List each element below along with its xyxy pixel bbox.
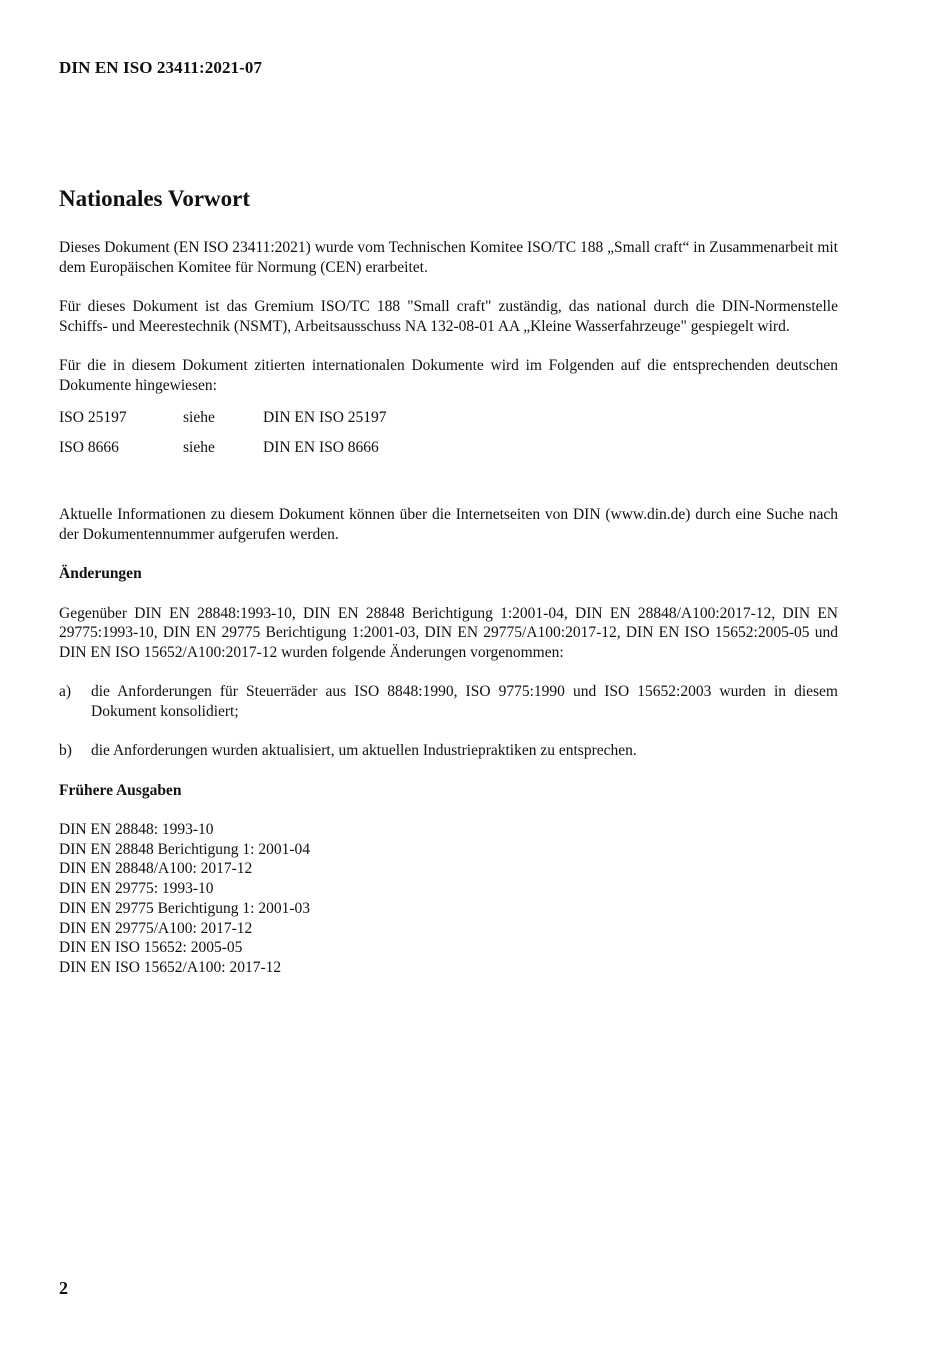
paragraph-references-intro: Für die in diesem Dokument zitierten internationalen Dokumente wird im Folgenden auf die entsprechenden deutschen Dokumente hingewiesen: xyxy=(59,357,838,394)
reference-din: DIN EN ISO 8666 xyxy=(263,438,379,456)
paragraph-info: Aktuelle Informationen zu diesem Dokument können über die Internetseiten von DIN (www.din.de) durch eine Suche nach der Dokumentennummer aufgerufen werden. xyxy=(59,506,838,544)
list-item-text: die Anforderungen für Steuerräder aus ISO 8848:1990, ISO 9775:1990 und ISO 15652:2003 wurden in diesem Dokument konsolidiert; xyxy=(91,683,838,721)
reference-table xyxy=(59,408,838,467)
reference-din: DIN EN ISO 25197 xyxy=(263,409,387,427)
list-item-label: b) xyxy=(59,742,72,760)
paragraph-committee: Für dieses Dokument ist das Gremium ISO/TC 188 "Small craft" zuständig, das national durch die DIN-Normenstelle Schiffs- und Meerestechnik (NSMT), Arbeitsausschuss NA 132-08-01 AA „Kleine Wasserfahrzeuge" gespiegelt wird. xyxy=(59,298,838,335)
list-item xyxy=(59,741,838,761)
reference-iso: ISO 25197 xyxy=(59,409,127,427)
edition-item: DIN EN 29775: 1993-10 xyxy=(59,880,214,898)
reference-row xyxy=(59,438,838,468)
earlier-editions-list xyxy=(59,820,838,978)
document-body xyxy=(59,238,838,978)
changes-heading: Änderungen xyxy=(59,565,142,583)
edition-item: DIN EN 28848 Berichtigung 1: 2001-04 xyxy=(59,840,310,858)
edition-item: DIN EN ISO 15652: 2005-05 xyxy=(59,939,243,957)
reference-row xyxy=(59,408,838,438)
earlier-editions-heading: Frühere Ausgaben xyxy=(59,781,182,799)
list-item-text: die Anforderungen wurden aktualisiert, um aktuellen Industriepraktiken zu entsprechen. xyxy=(91,742,637,760)
reference-iso: ISO 8666 xyxy=(59,438,119,456)
edition-item: DIN EN ISO 15652/A100: 2017-12 xyxy=(59,958,282,976)
edition-item: DIN EN 28848/A100: 2017-12 xyxy=(59,860,253,878)
paragraph-intro: Dieses Dokument (EN ISO 23411:2021) wurde vom Technischen Komitee ISO/TC 188 „Small craft“ in Zusammenarbeit mit dem Europäischen Komitee für Normung (CEN) erarbeitet. xyxy=(59,239,838,276)
list-item-label: a) xyxy=(59,683,72,701)
page-number: 2 xyxy=(59,1278,68,1298)
reference-word: siehe xyxy=(183,409,215,427)
changes-intro: Gegenüber DIN EN 28848:1993-10, DIN EN 28848 Berichtigung 1:2001-04, DIN EN 28848/A100:2017-12, DIN EN 29775:1993-10, DIN EN 29775 Berichtigung 1:2001-03, DIN EN 29775/A100:2017-12, DIN EN ISO 15652:2005-05 und DIN EN ISO 15652/A100:2017-12 wurden folgende Änderungen vorgenommen: xyxy=(59,604,838,662)
list-item xyxy=(59,682,838,721)
edition-item: DIN EN 29775 Berichtigung 1: 2001-03 xyxy=(59,899,310,917)
edition-item: DIN EN 28848: 1993-10 xyxy=(59,821,214,838)
reference-word: siehe xyxy=(183,438,215,456)
page-title: Nationales Vorwort xyxy=(59,186,251,211)
edition-item: DIN EN 29775/A100: 2017-12 xyxy=(59,919,253,937)
document-header-id: DIN EN ISO 23411:2021-07 xyxy=(59,58,263,77)
